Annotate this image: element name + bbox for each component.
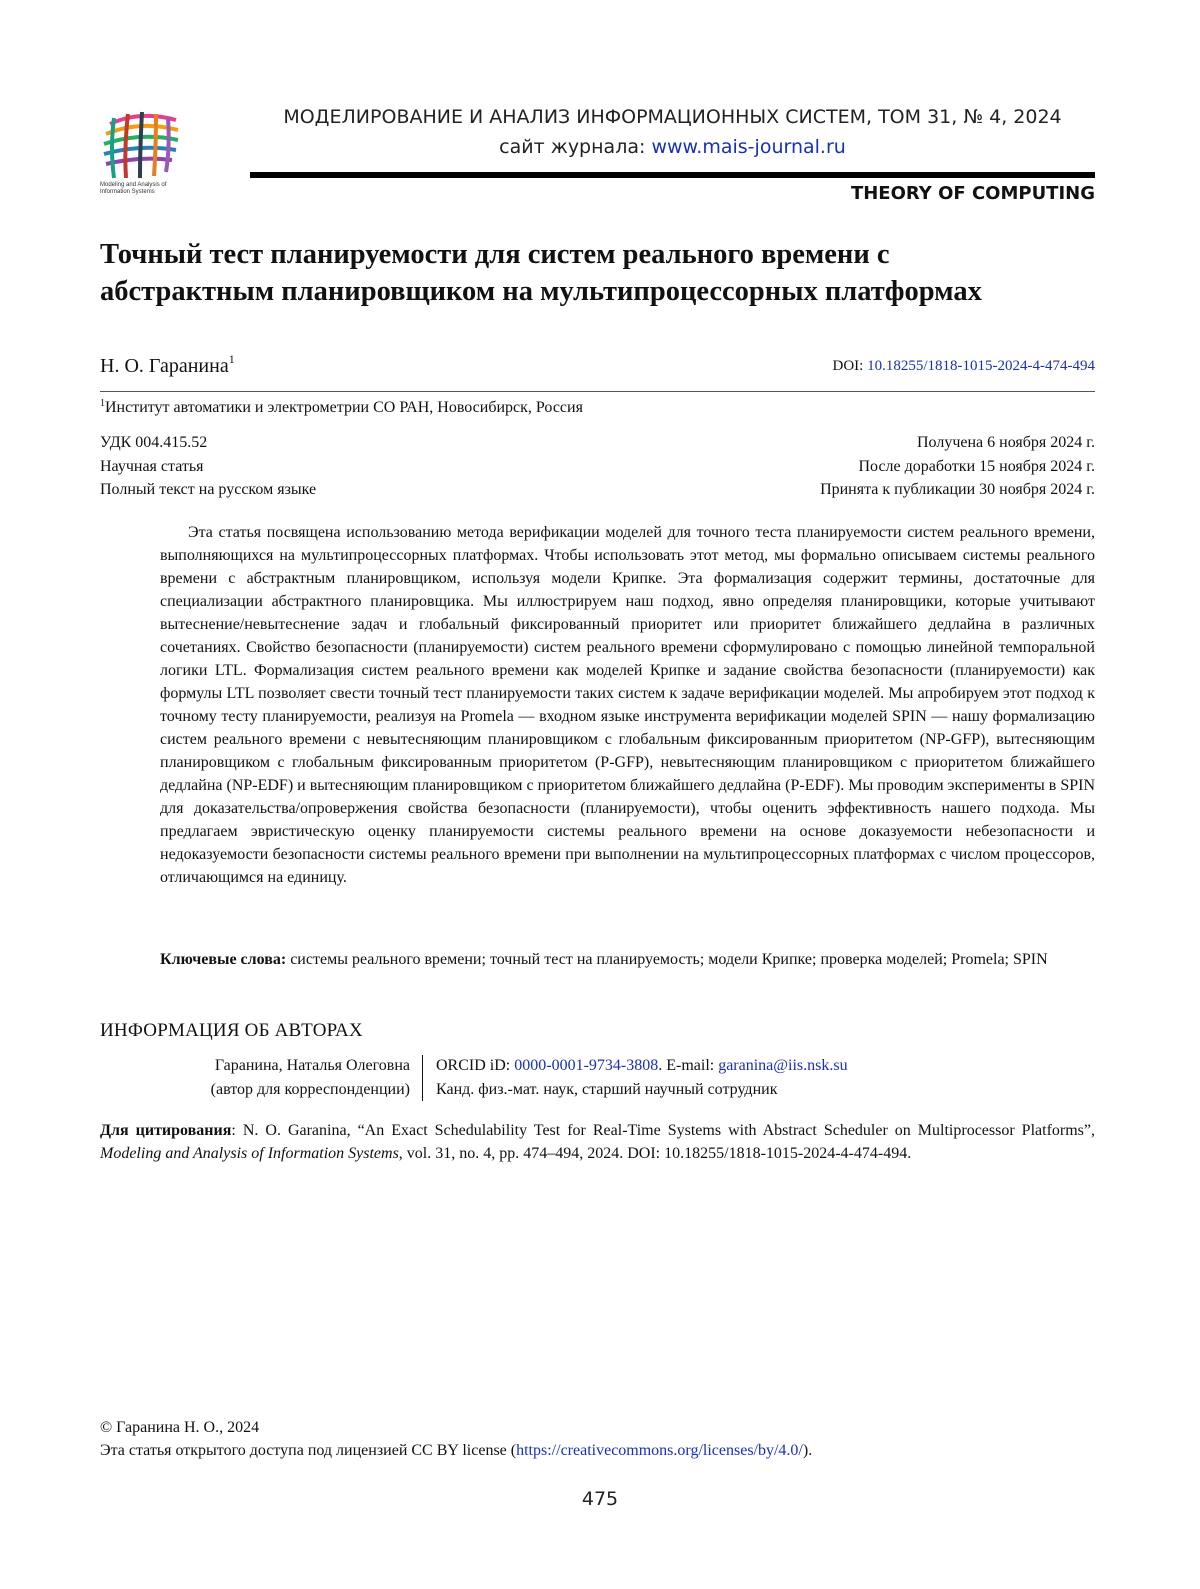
citation-label: Для цитирования — [100, 1122, 232, 1139]
author-sup: 1 — [228, 352, 235, 366]
orcid-link[interactable]: 0000-0001-9734-3808 — [514, 1057, 659, 1074]
citation-journal: Modeling and Analysis of Information Systems — [100, 1145, 399, 1162]
email-label: . E-mail: — [658, 1057, 715, 1074]
citation-text-b: , vol. 31, no. 4, pp. 474–494, 2024. DOI: 10.18255/1818-1015-2024-4-474-494. — [398, 1145, 912, 1162]
copyright: © Гаранина Н. О., 2024 — [100, 1419, 260, 1436]
author-contacts — [436, 1054, 848, 1078]
doi-label: DOI: — [832, 358, 864, 374]
accepted-date: Принята к публикации 30 ноября 2024 г. — [820, 481, 1095, 498]
author-degree: Канд. физ.-мат. наук, старший научный сотрудник — [436, 1080, 778, 1098]
page-number: 475 — [581, 1488, 619, 1510]
author-role: (автор для корреспонденции) — [210, 1080, 410, 1098]
journal-title: МОДЕЛИРОВАНИЕ И АНАЛИЗ ИНФОРМАЦИОННЫХ СИСТЕМ, ТОМ 31, № 4, 2024 — [283, 106, 1062, 128]
keywords-label: Ключевые слова: — [160, 951, 287, 968]
article-type: Научная статья — [100, 457, 204, 475]
logo-caption: Modeling and Analysis of Information Systems — [100, 182, 167, 195]
section-label: THEORY OF COMPUTING — [850, 183, 1095, 204]
journal-site-line — [250, 136, 1095, 158]
article-title: Точный тест планируемости для систем реального времени с абстрактным планировщиком на мультипроцессорных платформах — [100, 239, 982, 307]
citation — [100, 1119, 1095, 1165]
citation-text-a: : N. O. Garanina, “An Exact Schedulability Test for Real-Time Systems with Abstract Scheduler on Multiprocessor Platforms”, — [231, 1122, 1096, 1139]
license-line — [100, 1439, 812, 1462]
orcid-label: ORCID iD: — [436, 1057, 511, 1074]
license-text: Эта статья открытого доступа под лицензией CC BY license ( — [100, 1442, 517, 1459]
affiliation-text: Институт автоматики и электрометрии СО РАН, Новосибирск, Россия — [105, 399, 583, 416]
udk: УДК 004.415.52 — [100, 434, 208, 451]
revised-date: После доработки 15 ноября 2024 г. — [858, 457, 1095, 475]
author-line — [100, 352, 235, 378]
doi-line — [833, 358, 1095, 375]
logo-grid-icon — [100, 108, 182, 182]
author-info-left — [100, 1054, 410, 1101]
affiliation — [100, 398, 583, 417]
author-divider — [422, 1055, 423, 1101]
meta-left — [100, 431, 316, 502]
meta-right — [820, 431, 1095, 502]
author-full-name: Гаранина, Наталья Олеговна — [214, 1057, 410, 1074]
author-name: Н. О. Гаранина — [100, 355, 229, 377]
license-end: ). — [802, 1442, 813, 1459]
received-date: Получена 6 ноября 2024 г. — [916, 434, 1095, 451]
keywords — [160, 948, 1095, 971]
keywords-text: системы реального времени; точный тест на планируемость; модели Крипке; проверка моделей; Promela; SPIN — [290, 951, 1048, 968]
abstract: Эта статья посвящена использованию метода верификации моделей для точного теста планируемости систем реального времени, выполняющихся на мультипроцессорных платформах. Чтобы использовать этот метод, мы формально описываем системы реального времени с абстрактным планировщиком, используя модели Крипке. Эта формализация содержит термины, достаточные для специализации абстрактного планировщика. Мы иллюстрируем наш подход, явно определяя планировщики, которые учитывают вытеснение/невытеснение задач и глобальный фиксированный приоритет или приоритет ближайшего дедлайна в различных сочетаниях. Свойство безопасности (планируемости) систем реального времени сформулировано с помощью линейной темпоральной логики LTL. Формализация систем реального времени как моделей Крипке и задание свойства безопасности (планируемости) как формулы LTL позволяет свести точный тест планируемости таких систем к задаче верификации моделей. Мы апробируем этот подход к точному тесту планируемости, реализуя на Promela — входном языке инструмента верификации моделей SPIN — нашу формализацию систем реального времени с невытесняющим планировщиком с глобальным фиксированным приоритетом (NP-GFP), вытесняющим планировщиком с глобальным фиксированным приоритетом (P-GFP), невытесняющим планировщиком с приоритетом ближайшего дедлайна (NP-EDF) и вытесняющим планировщиком с приоритетом ближайшего дедлайна (P-EDF). Мы проводим эксперименты в SPIN для доказательства/опровержения свойства безопасности (планируемости), чтобы оценить эффективность нашего подхода. Мы предлагаем эвристическую оценку планируемости системы реального времени на основе доказуемости небезопасности и недоказуемости безопасности системы реального времени при выполнении на мультипроцессорных платформах с числом процессоров, отличающимся на единицу. — [160, 524, 1095, 886]
article-language: Полный текст на русском языке — [100, 481, 317, 498]
journal-site-link[interactable]: www.mais-journal.ru — [651, 136, 846, 158]
affiliation-rule — [100, 391, 1095, 392]
affiliation-sup: 1 — [100, 398, 105, 409]
doi-link[interactable]: 10.18255/1818-1015-2024-4-474-494 — [867, 358, 1095, 374]
license-link[interactable]: https://creativecommons.org/licenses/by/4.0/ — [516, 1442, 803, 1459]
site-label: сайт журнала: — [499, 136, 646, 158]
authors-heading: ИНФОРМАЦИЯ ОБ АВТОРАХ — [100, 1020, 363, 1041]
author-info-right — [436, 1054, 848, 1101]
email-link[interactable]: garanina@iis.nsk.su — [718, 1057, 848, 1074]
header-rule — [250, 172, 1095, 178]
